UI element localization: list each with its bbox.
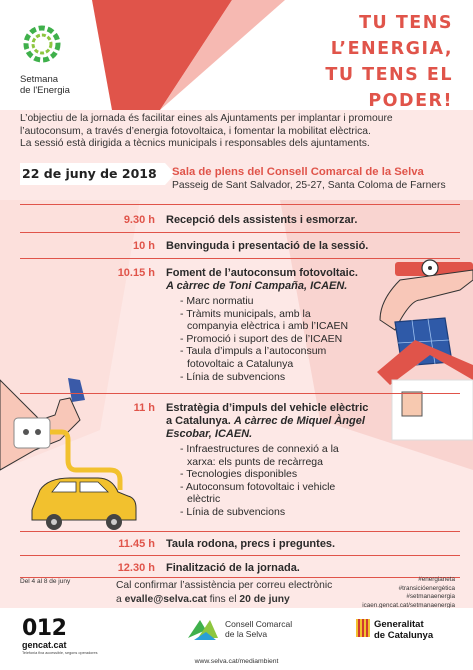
agenda-title-line2: a Catalunya. [166, 415, 231, 427]
intro-line3: La sessió està dirigida a tècnics municipals i responsables dels ajuntaments. [20, 138, 370, 149]
hashtag: #setmanaenergia [406, 593, 455, 600]
headline-line1: TU TENS [359, 13, 453, 33]
rsvp-line2 [116, 593, 356, 607]
agenda-speaker: A càrrec de Toni Campaña, ICAEN. [166, 280, 348, 292]
agenda-title-cont [166, 415, 365, 428]
agenda-time: 11 h [133, 402, 155, 414]
agenda-speaker-line2: Escobar, ICAEN. [166, 428, 253, 440]
ccs-line2: de la Selva [225, 629, 268, 639]
agenda-item: - Autoconsum fotovoltaic i vehicle [180, 480, 336, 493]
agenda-items [180, 295, 348, 383]
agenda-row [20, 531, 460, 555]
logo-label-line1: Setmana [20, 74, 59, 85]
gen-line1: Generalitat [374, 619, 424, 630]
consell-comarcal-label [225, 619, 292, 639]
event-venue: Sala de plens del Consell Comarcal de la Selva [172, 166, 424, 178]
agenda-item: xarxa: els punts de recàrrega [187, 455, 323, 468]
agenda-row [20, 204, 460, 232]
event-address: Passeig de Sant Salvador, 25-27, Santa Coloma de Farners [172, 180, 446, 191]
energy-wreath-icon [20, 22, 64, 66]
agenda-items [180, 443, 339, 519]
gencat-label: gencat.cat [22, 640, 67, 650]
agenda-time: 11.45 h [118, 538, 155, 550]
gencat-sublabel: Telefonia fixa accessible, segons operadores [22, 651, 98, 655]
consell-comarcal-logo-icon [186, 616, 220, 642]
agenda-item: - Infraestructures de connexió a la [180, 443, 339, 455]
agenda-time: 10 h [132, 240, 155, 252]
hashtags [362, 576, 455, 610]
agenda-title: Estratègia d’impuls del vehicle elèctric [166, 402, 369, 414]
intro-line2: l’autoconsum, a través d’energia fotovoltaica, i fomentar la mobilitat elèctrica. [20, 125, 371, 137]
headline-line2: L’ENERGIA, [330, 39, 453, 59]
agenda-item: - Marc normatiu [180, 295, 254, 307]
agenda-title: Foment de l’autoconsum fotovoltaic. [166, 267, 358, 279]
dates-note: Del 4 al 8 de juny [20, 578, 71, 585]
generalitat-label [374, 619, 433, 641]
agenda-item: - Promoció i suport des de l’ICAEN [180, 332, 343, 345]
agenda-row [20, 393, 460, 531]
headline-line4: PODER! [368, 91, 453, 111]
agenda-item: elèctric [187, 493, 221, 506]
agenda-item: - Tràmits municipals, amb la [180, 307, 311, 320]
agenda-row [20, 232, 460, 258]
hashtag: #energianeta [418, 576, 455, 583]
ccs-line1: Consell Comarcal [225, 619, 293, 629]
footer [0, 608, 473, 670]
rsvp-deadline: 20 de juny [239, 594, 290, 605]
rsvp-line1: Cal confirmar l’assistència per correu electrònic [116, 580, 333, 591]
intro-paragraph [20, 113, 460, 151]
agenda-item: companyia elèctrica i amb l’ICAEN [187, 320, 349, 333]
agenda-title: Benvinguda i presentació de la sessió. [166, 240, 369, 252]
agenda-item: - Tecnologies disponibles [180, 468, 298, 481]
agenda-time: 12.30 h [117, 562, 155, 574]
agenda-title: Taula rodona, precs i preguntes. [166, 538, 336, 550]
agenda-time: 9.30 h [123, 214, 155, 226]
agenda-title: Recepció dels assistents i esmorzar. [166, 214, 358, 226]
agenda-row [20, 258, 460, 393]
logo-label-line2: de l'Energia [20, 85, 70, 96]
generalitat-flag-icon [356, 619, 370, 637]
agenda-item: - Línia de subvencions [180, 370, 286, 383]
headline-line3: TU TENS EL [325, 65, 453, 85]
rsvp-email-link[interactable]: evalle@selva.cat [124, 594, 207, 605]
icaen-link[interactable]: icaen.gencat.cat/setmanaenergia [362, 601, 455, 609]
logo-label [20, 74, 90, 96]
agenda-item: - Taula d’impuls a l’autoconsum [180, 345, 327, 358]
agenda-title: Finalització de la jornada. [166, 562, 300, 574]
event-date: 22 de juny de 2018 [22, 166, 157, 181]
agenda-row [20, 555, 460, 577]
rsvp-prefix: a [116, 594, 125, 605]
rsvp-note [116, 579, 356, 607]
gen-line2: de Catalunya [374, 630, 434, 641]
intro-line1: L’objectiu de la jornada és facilitar eines als Ajuntaments per implantar i promoure [20, 113, 393, 124]
website-link[interactable]: www.selva.cat/mediambient [194, 658, 279, 665]
agenda-speaker: A càrrec de Miquel Àngel [233, 415, 365, 427]
setmana-energia-logo [20, 22, 90, 96]
hashtag: #transicióenergètica [398, 584, 455, 592]
agenda-time: 10.15 h [117, 267, 155, 279]
logo-012: 012 [22, 616, 67, 641]
agenda-item: - Línia de subvencions [180, 505, 286, 518]
headline [213, 10, 453, 114]
agenda-item: fotovoltaic a Catalunya [187, 357, 294, 370]
rsvp-mid: fins el [206, 594, 240, 605]
